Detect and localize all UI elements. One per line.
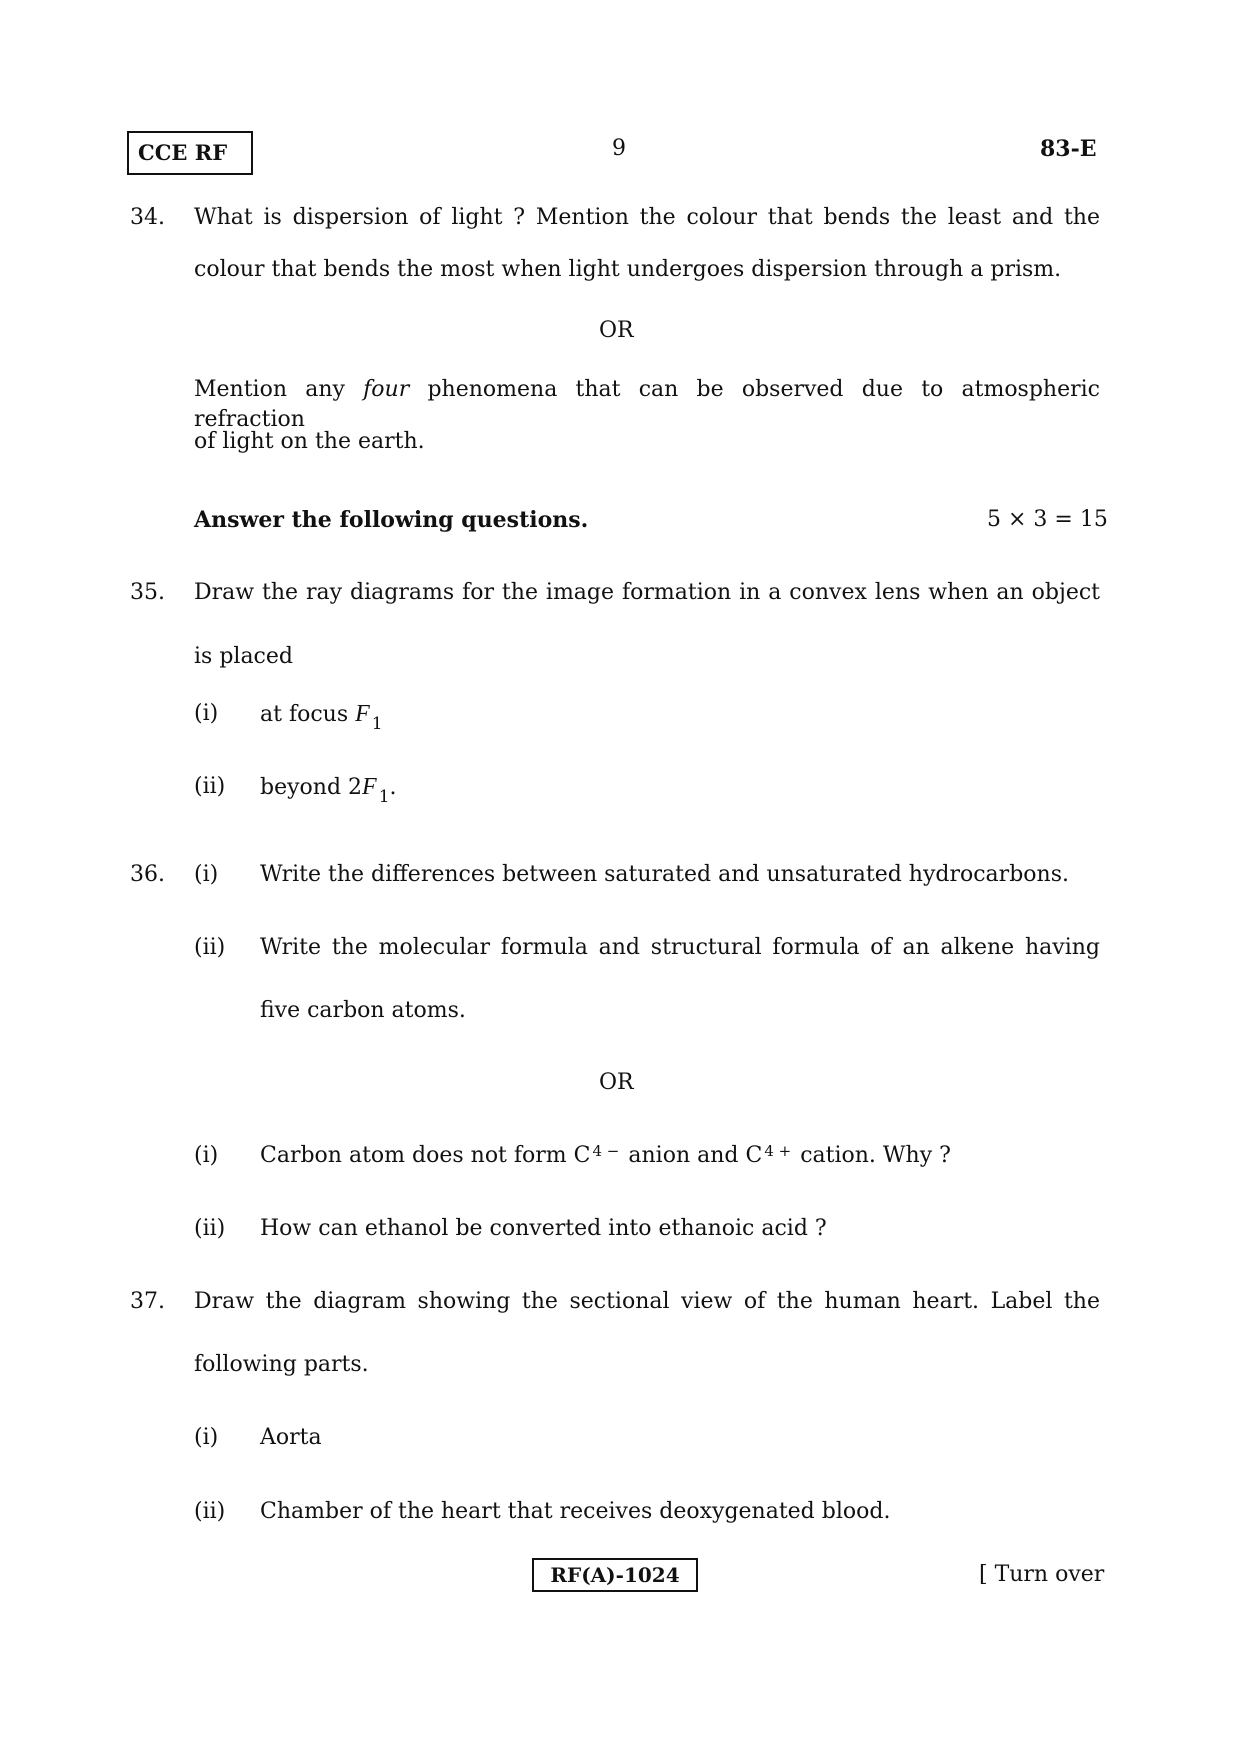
q35-sub-i-text: at focus — [260, 702, 349, 727]
q34-alt-line2: of light on the earth. — [194, 429, 425, 454]
q34-line2: colour that bends the most when light undergoes dispersion through a prism. — [194, 257, 1062, 282]
q37-i-text: Aorta — [260, 1425, 322, 1450]
q35-line2: is placed — [194, 644, 293, 669]
turn-over: [ Turn over — [979, 1562, 1105, 1587]
q37-line2: following parts. — [194, 1352, 369, 1377]
q37-ii-label: (ii) — [194, 1499, 226, 1524]
q35-sub-ii-label: (ii) — [194, 774, 226, 799]
q35-sub-i-subscript: 1 — [371, 714, 383, 734]
q37-ii-text: Chamber of the heart that receives deoxygenated blood. — [260, 1499, 891, 1524]
q34-alt-pre: Mention any — [194, 377, 345, 402]
footer-code: RF(A)-1024 — [550, 1563, 680, 1587]
question-number-36: 36. — [130, 862, 165, 887]
q34-or: OR — [599, 318, 634, 343]
q35-sub-i-variable: F — [355, 701, 370, 727]
q36-alt-i-b: anion and C — [628, 1143, 763, 1168]
q36-i-text: Write the differences between saturated and unsaturated hydrocarbons. — [260, 862, 1069, 887]
q37-line1: Draw the diagram showing the sectional view of the human heart. Label the — [194, 1289, 1100, 1314]
header-left-code: CCE RF — [138, 140, 228, 165]
q35-sub-i-label: (i) — [194, 701, 219, 726]
q35-sub-i — [260, 699, 383, 734]
q36-ii-label: (ii) — [194, 935, 226, 960]
q35-sub-ii-variable: F — [362, 774, 377, 800]
q35-sub-ii-end: . — [389, 775, 397, 800]
q36-alt-i-c: cation. Why ? — [800, 1143, 951, 1168]
q36-alt-i-sup1: 4 − — [592, 1142, 620, 1160]
footer-code-box — [532, 1558, 698, 1592]
q36-alt-i-sup2: 4 + — [764, 1142, 792, 1160]
q36-alt-i-label: (i) — [194, 1143, 219, 1168]
q34-alt-emphasis: four — [363, 377, 410, 402]
q34-alt-post: phenomena that can be observed due to atmospheric refraction — [194, 377, 1100, 432]
question-number-35: 35. — [130, 580, 165, 605]
q36-ii-line1: Write the molecular formula and structural formula of an alkene having — [260, 935, 1100, 960]
q35-sub-ii — [260, 772, 397, 807]
header-right-code: 83-E — [1040, 136, 1097, 162]
q36-ii-line2: five carbon atoms. — [260, 998, 466, 1023]
q36-alt-i-a: Carbon atom does not form C — [260, 1143, 591, 1168]
q35-sub-ii-subscript: 1 — [378, 787, 390, 807]
q36-alt-ii-label: (ii) — [194, 1216, 226, 1241]
q35-sub-ii-text: beyond 2 — [260, 775, 363, 800]
q36-alt-i — [260, 1141, 951, 1172]
question-number-34: 34. — [130, 205, 165, 230]
q36-alt-ii-text: How can ethanol be converted into ethanoic acid ? — [260, 1216, 827, 1241]
q35-line1: Draw the ray diagrams for the image formation in a convex lens when an object — [194, 580, 1100, 605]
q34-alt-line1 — [194, 375, 1100, 435]
page-number: 9 — [612, 136, 626, 161]
header-code-box — [127, 131, 253, 175]
q34-line1: What is dispersion of light ? Mention the colour that bends the least and the — [194, 205, 1100, 230]
section-marks: 5 × 3 = 15 — [987, 507, 1108, 532]
q37-i-label: (i) — [194, 1425, 219, 1450]
section-instruction: Answer the following questions. — [194, 507, 589, 533]
q36-or: OR — [599, 1070, 634, 1095]
q36-i-label: (i) — [194, 862, 219, 887]
question-number-37: 37. — [130, 1289, 165, 1314]
